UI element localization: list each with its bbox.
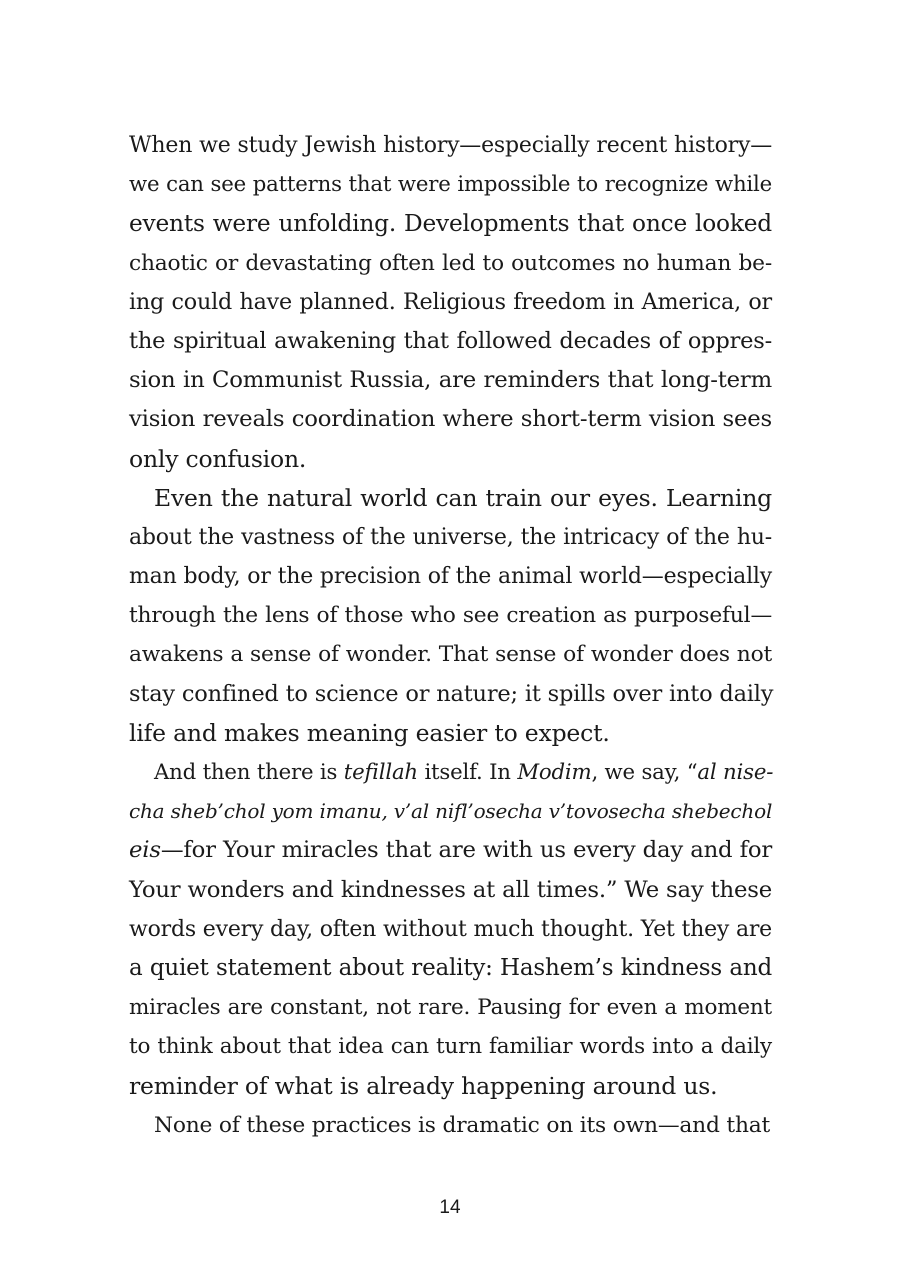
text-line: Even the natural world can train our eyes. Learning [154,483,772,512]
text-line: miracles are constant, not rare. Pausing for even a moment [129,995,772,1021]
italic-quote: al nise- [697,760,774,785]
page-number: 14 [439,1197,461,1218]
italic-term: tefillah [343,760,418,785]
text-line: chaotic or devastating often led to outcomes no human be- [129,250,772,276]
text-line: only confusion. [129,444,307,473]
text-line: awakens a sense of wonder. That sense of wonder does not [129,642,772,668]
text-line: to think about that idea can turn familiar words into a daily [129,1034,772,1060]
text-line [129,831,772,870]
text-line: we can see patterns that were impossible to recognize while [129,172,772,198]
text-line: reminder of what is already happening around us. [129,1071,718,1100]
text-line: Your wonders and kindnesses at all times.” We say these [129,876,772,903]
text-line: words every day, often without much thought. Yet they are [129,916,772,942]
italic-quote: eis [129,837,161,864]
body-text [129,126,772,1145]
text-run: itself. In [417,760,518,785]
text-run: —for Your miracles that are with us every day and for [160,837,772,864]
text-line: man body, or the precision of the animal world—especially [129,564,772,590]
text-line [129,753,772,792]
text-line: events were unfolding. Developments that once looked [129,210,772,238]
text-line: When we study Jewish history—especially recent history— [129,133,772,158]
text-line: ing could have planned. Religious freedom in America, or [129,288,772,315]
italic-quote: cha sheb’chol yom imanu, v’al nifl’osecha v’tovosecha shebechol [129,799,773,824]
text-line: about the vastness of the universe, the intricacy of the hu- [129,524,772,550]
text-line: life and makes meaning easier to expect. [129,718,610,747]
text-run: , we say, “ [591,760,698,785]
italic-term: Modim [517,760,592,785]
text-line: a quiet statement about reality: Hashem’s kindness and [129,954,772,981]
text-line: through the lens of those who see creation as purposeful— [129,603,772,629]
text-line: None of these practices is dramatic on its own—and that [154,1112,771,1138]
text-line [129,792,772,831]
text-line: sion in Communist Russia, are reminders that long-term [129,367,772,394]
text-run: And then there is [154,760,344,785]
text-line: the spiritual awakening that followed decades of oppres- [129,327,772,354]
text-line: stay confined to science or nature; it spills over into daily [129,680,774,707]
text-line: vision reveals coordination where short-term vision sees [129,406,772,433]
